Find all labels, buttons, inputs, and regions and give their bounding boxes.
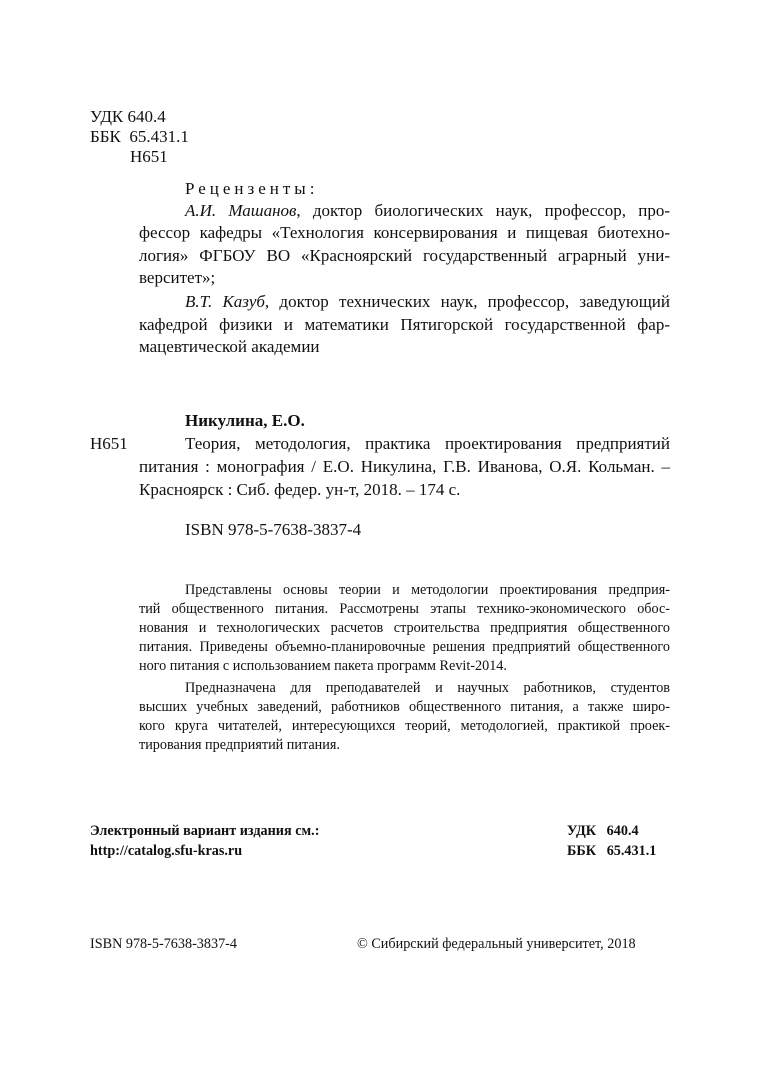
reviewer-1-line: А.И. Машанов, доктор биологических наук, профессор, про- [185, 201, 670, 220]
reviewer-2-name: В.Т. Казуб [185, 292, 265, 311]
catalog-link[interactable]: http://catalog.sfu-kras.ru [90, 843, 243, 859]
bib-line: Теория, методология, практика проектирования предприятий [185, 434, 670, 453]
reviewer-2-line: кафедрой физики и математики Пятигорской государственной фар- [139, 315, 670, 334]
footer-bbk: ББК 65.431.1 [567, 843, 657, 859]
bib-line: питания : монография / Е.О. Никулина, Г.В. Иванова, О.Я. Кольман. – [139, 457, 670, 476]
bib-author: Никулина, Е.О. [185, 411, 305, 430]
footer-isbn: ISBN 978-5-7638-3837-4 [90, 936, 237, 952]
reviewer-2-line: В.Т. Казуб, доктор технических наук, профессор, заведующий [185, 292, 670, 311]
bib-line: Красноярск : Сиб. федер. ун-т, 2018. – 174 с. [139, 480, 461, 499]
reviewer-1-name: А.И. Машанов [185, 201, 297, 220]
reviewer-1-line: верситет»; [139, 268, 216, 287]
bbk-code: ББК 65.431.1 [90, 127, 189, 146]
abstract-line: Представлены основы теории и методологии проектирования предприя- [185, 582, 670, 598]
abstract-line: нования и технологических расчетов строительства предприятия общественного [139, 620, 670, 636]
udk-code: УДК 640.4 [90, 107, 166, 126]
electronic-version-label: Электронный вариант издания см.: [90, 823, 320, 839]
abstract-line: кого круга читателей, интересующихся теорий, методологией, практикой проек- [139, 718, 670, 734]
abstract-line: ного питания с использованием пакета программ Revit-2014. [139, 658, 507, 674]
bib-code: Н651 [90, 434, 128, 453]
copyright: © Сибирский федеральный университет, 2018 [357, 936, 636, 952]
bib-isbn: ISBN 978-5-7638-3837-4 [185, 520, 362, 539]
abstract-line: тий общественного питания. Рассмотрены этапы технико-экономического обос- [139, 601, 670, 617]
abstract-line: питания. Приведены объемно-планировочные решения предприятий общественного [139, 639, 670, 655]
abstract-line: высших учебных заведений, работников общественного питания, а также широ- [139, 699, 670, 715]
reviewers-heading: Рецензенты: [185, 179, 319, 198]
reviewer-2-line: мацевтической академии [139, 337, 320, 356]
abstract-line: тирования предприятий питания. [139, 737, 340, 753]
reviewer-1-line: логия» ФГБОУ ВО «Красноярский государственный аграрный уни- [139, 246, 670, 265]
abstract-line: Предназначена для преподавателей и научных работников, студентов [185, 680, 670, 696]
reviewer-1-line: фессор кафедры «Технология консервирования и пищевая биотехно- [139, 223, 670, 242]
footer-udk: УДК 640.4 [567, 823, 639, 839]
author-mark: Н651 [130, 147, 168, 166]
